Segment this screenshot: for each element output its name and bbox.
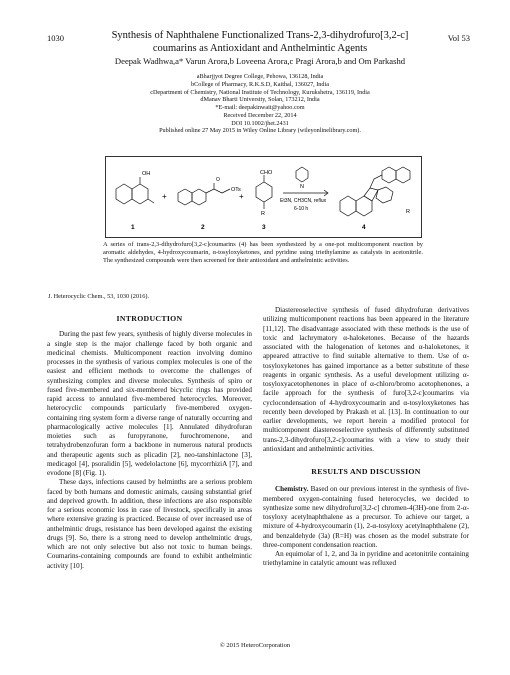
reaction-scheme <box>105 156 422 238</box>
authors: Deepak Wadhwa,a* Varun Arora,b Loveena Arora,c Pragi Arora,b and Om Parkashd <box>114 56 406 66</box>
compound-4-label: 4 <box>362 224 366 231</box>
chemistry-text: Based on our previous interest in the synthesis of five-membered oxygen-containing fused heterocycles, we decided to synthesize some new dihydrofuro[3,2-c] chromen-4(3H)-one from 2-α-tosyloxy acetylnaphthalene as a precursor. To achieve our target, a mixture of 4-hydroxycoumarin (1), 2-α-tosyloxy acetylnaphthalene (2), and benzaldehyde (3a) (R=H) was chosen as the model substrate for three-component condensation reaction. <box>263 485 469 549</box>
r-label: R <box>261 211 265 217</box>
compound-1-label: 1 <box>131 224 135 231</box>
carbonyl-o-label: O <box>216 177 220 183</box>
oh-label: OH <box>142 171 151 177</box>
intro-paragraph-1: During the past few years, synthesis of highly diverse molecules in a single step is the major challenge faced by both organic and medicinal chemists. Multicomponent reaction involving domino processes in the synthesis of various complex molecules is one of the easiest and efficient methods to overcome the challenges of synthesizing complex and diverse molecules. Synthesis of spiro or fused five-membered and six-membered bicyclic rings has provided rapid access to annulated five-membered heterocycles. Moreover, heterocyclic compounds particularly five-membered oxygen-containing ring system form a diverse range of naturally occurring and pharmacologically active molecules [1]. Annulated dihydrofuran moieties such as furopyranone, furochromenone, and tetrahydrobenzofuran form a backbone in numerous natural products and therapeutic agents such as plicadin [2], neo-tanshinlactone [3], medicagol [4], psoralidin [5], wedelolactone [6], mycorrhiziA [7], and evodone [8] (Fig. 1). <box>47 330 252 477</box>
contact-email: *E-mail: deepakinwait@yahoo.com <box>215 104 305 111</box>
abstract: A series of trans-2,3-dihydrofuro[3,2-c]coumarins (4) has been synthesized by a one-pot multicomponent reaction by aromatic aldehydes, 4-hydroxycoumarin, α-tosyloxyketones, and pyridine using triethylamine as catalysts in acetonitrile. The synthesized compounds were then screened for their antioxidant and anthelmintic activities. <box>103 241 423 265</box>
plus-sign-1: + <box>162 192 167 201</box>
intro-paragraph-2: These days, infections caused by helminths are a serious problem faced by both humans and domestic animals, causing substantial grief and deprived growth. In addition, these infections are also responsible for a serious economic loss in case of livestock, specifically in areas where extensive grazing is practiced. Because of over increased use of anthelmintic drugs, resistance has been developed against the existing drugs [9]. So, there is a strong need to develop anthelmintic drugs, which are not only selective but also not toxic to human beings. Coumarins-containing compounds are found to exhibit anthelmintic activity [10]. <box>47 478 252 570</box>
left-column <box>47 314 252 571</box>
doi: DOI 10.1002/jhet.2431 <box>231 119 289 127</box>
results-heading: RESULTS AND DISCUSSION <box>311 467 421 476</box>
conditions-1: Et3N, CH3CN, reflux <box>280 198 327 204</box>
right-paragraph-1: Diastereoselective synthesis of fused dihydrofuran derivatives utilizing multicomponent reactions has been appeared in the literature [11,12]. The disadvantage associated with these methods is the use of toxic and lachrymatory α-haloketones. Because of the hazards associated with the halogenation of ketones and α-haloketones, it appeared attractive to find suitable alternative to them. Use of α-tosyloxyketones has gained importance as a better substitute of these reagents in organic synthesis. As a useful development utilizing α-tosyloxyacetophenones in place of α-chloro/bromo acetophenones, a facile approach for the synthesis of furo[3,2-c]coumarins via cyclocondensation of 4-hydroxycoumarin and α-tosyloxyketones has recently been developed by Prakash et al. [13]. In continuation to our earlier developments, we report herein a modified protocol for multicomponent diastereoselective synthesis of differently substituted trans-2,3-dihydrofuro[3,2-c]coumarins with a view to study their antioxidant and anthelmintic activities. <box>263 306 469 453</box>
chemistry-lead: Chemistry. <box>275 485 309 494</box>
plus-sign-2: + <box>239 192 244 201</box>
cho-label: CHO <box>260 170 273 176</box>
compound-2-label: 2 <box>201 224 205 231</box>
copyright-footer: © 2015 HeteroCorporation <box>219 642 291 649</box>
title-line-1: Synthesis of Naphthalene Functionalized Trans-2,3-dihydrofuro[3,2-c] <box>111 30 409 41</box>
r-label-product: R <box>406 209 410 215</box>
received-date: Received December 22, 2014 <box>223 111 297 119</box>
conditions-2: 6-10 h <box>294 206 309 212</box>
compound-3-label: 3 <box>262 224 266 231</box>
pyridine-n-label: N <box>300 184 304 190</box>
affiliation-d: dManav Bharti University, Solan, 173212, India <box>200 96 320 104</box>
affiliations <box>60 73 460 135</box>
title-line-2: coumarins as Antioxidant and Anthelmintic Agents <box>152 42 368 54</box>
page-number: 1030 <box>47 33 64 43</box>
journal-reference: J. Heterocyclic Chem., 53, 1030 (2016). <box>48 293 150 300</box>
scheme-drawing <box>106 157 421 237</box>
affiliation-a: aBharjjyot Degree College, Pehowa, 136128, India <box>196 73 324 80</box>
right-column <box>263 306 469 569</box>
affiliation-c: cDepartment of Chemistry, National Institute of Technology, Kurukshetra, 136119, India <box>150 88 370 96</box>
right-paragraph-3: An equimolar of 1, 2, and 3a in pyridine and acetonitrile containing triethylamine in catalytic amount was refluxed <box>263 550 469 568</box>
chemistry-paragraph <box>263 485 469 550</box>
published-online: Published online 27 May 2015 in Wiley Online Library (wileyonlinelibrary.com). <box>159 127 361 135</box>
introduction-heading: INTRODUCTION <box>116 314 183 323</box>
article-title <box>95 30 425 55</box>
ots-label: OTs <box>231 187 241 193</box>
volume-label: Vol 53 <box>447 33 470 43</box>
affiliation-b: bCollege of Pharmacy, R.K.S.D, Kaithal, 136027, India <box>191 80 329 88</box>
